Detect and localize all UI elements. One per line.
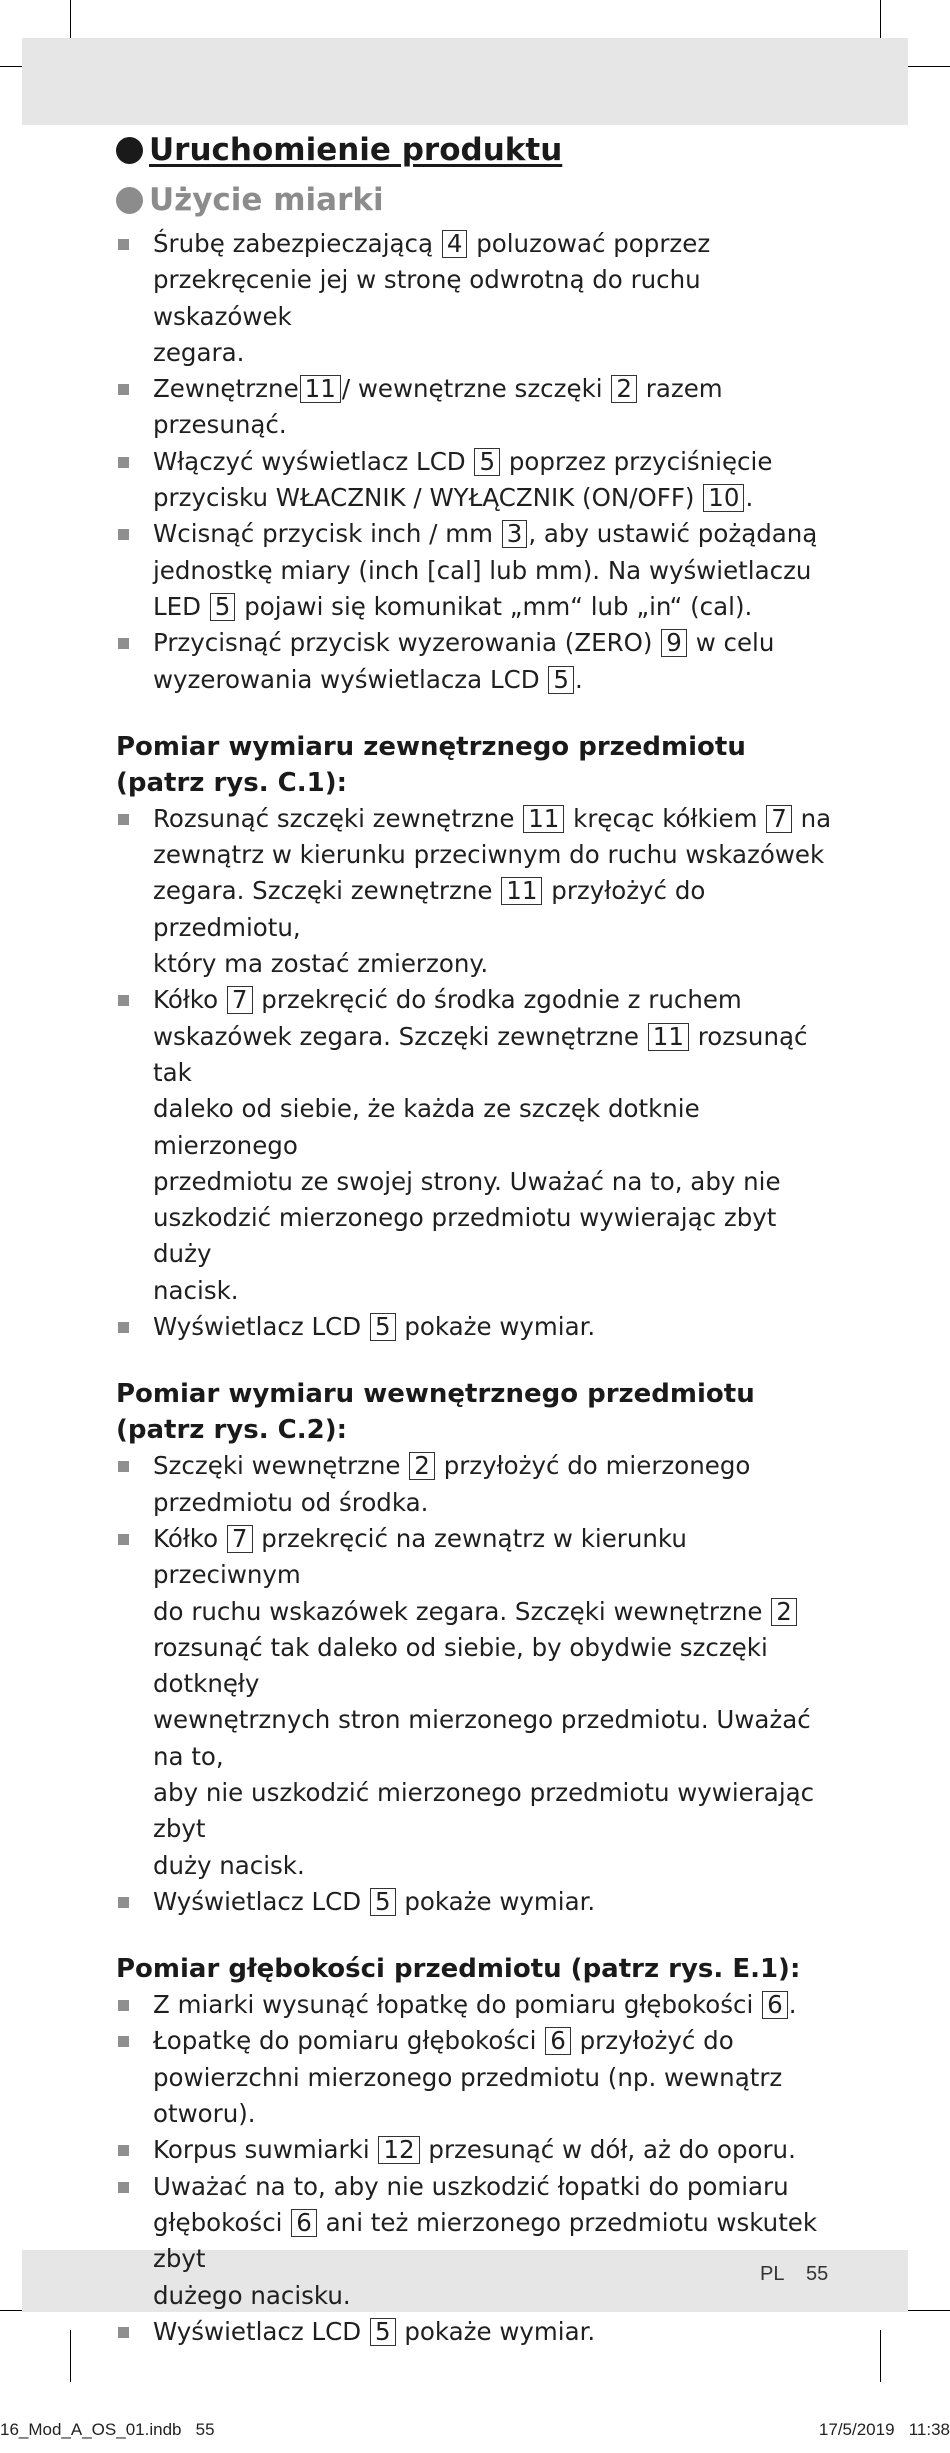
part-number: 5 — [210, 593, 236, 621]
external-list — [116, 801, 836, 1345]
list-item: Zewnętrzne 11 / wewnętrzne szczęki 2 razem przesunąć. — [116, 371, 836, 444]
part-number: 6 — [545, 2027, 571, 2055]
part-number: 7 — [227, 1525, 253, 1553]
list-item: Wyświetlacz LCD 5 pokaże wymiar. — [116, 1884, 836, 1920]
list-item: Rozsunąć szczęki zewnętrzne 11 kręcąc kółkiem 7 na zewnątrz w kierunku przeciwnym do ruchu wskazówek zegara. Szczęki zewnętrzne 11 przyłożyć do przedmiotu, który ma zostać zmierzony. — [116, 801, 836, 982]
part-number: 11 — [300, 375, 341, 403]
part-number: 9 — [661, 629, 687, 657]
part-number: 5 — [370, 1888, 396, 1916]
main-heading-text: Uruchomienie produktu — [149, 132, 563, 168]
part-number: 2 — [409, 1452, 435, 1480]
list-item: Włączyć wyświetlacz LCD 5 poprzez przyciśnięcie przycisku WŁACZNIK / WYŁĄCZNIK (ON/OFF) 10 . — [116, 444, 836, 517]
print-slug-datetime: 17/5/2019 11:38 — [818, 2420, 950, 2439]
list-item: Korpus suwmiarki 12 przesunąć w dół, aż do oporu. — [116, 2132, 836, 2168]
part-number: 6 — [291, 2209, 317, 2237]
part-number: 7 — [766, 805, 792, 833]
list-item: Łopatkę do pomiaru głębokości 6 przyłożyć do powierzchni mierzonego przedmiotu (np. wewnątrz otworu). — [116, 2023, 836, 2132]
header-band — [22, 38, 908, 125]
list-item: Uważać na to, aby nie uszkodzić łopatki do pomiaru głębokości 6 ani też mierzonego przedmiotu wskutek zbyt dużego nacisku. — [116, 2169, 836, 2314]
page-content — [116, 130, 836, 2350]
part-number: 3 — [502, 520, 528, 548]
usage-list — [116, 226, 836, 698]
list-item: Wyświetlacz LCD 5 pokaże wymiar. — [116, 2314, 836, 2350]
circle-bullet-icon — [116, 137, 143, 164]
sub-heading — [116, 180, 836, 220]
print-slug-file: 16_Mod_A_OS_01.indb 55 — [0, 2420, 215, 2439]
list-item: Kółko 7 przekręcić na zewnątrz w kierunku przeciwnym do ruchu wskazówek zegara. Szczęki wewnętrzne 2 rozsunąć tak daleko od siebie, by obydwie szczęki dotknęły wewnętrznych stron mierzonego przedmiotu. Uważać na to, aby nie uszkodzić mierzonego przedmiotu wywierając zbyt duży nacisk. — [116, 1521, 836, 1884]
part-number: 5 — [370, 2318, 396, 2346]
part-number: 10 — [703, 484, 744, 512]
list-item: Kółko 7 przekręcić do środka zgodnie z ruchem wskazówek zegara. Szczęki zewnętrzne 11 rozsunąć tak daleko od siebie, że każda ze szczęk dotknie mierzonego przedmiotu ze swojej strony. Uważać na to, aby nie uszkodzić mierzonego przedmiotu wywierając zbyt duży nacisk. — [116, 982, 836, 1309]
list-item: Wcisnąć przycisk inch / mm 3 , aby ustawić pożądaną jednostkę miary (inch [cal] lub mm). Na wyświetlaczu LED 5 pojawi się komunikat „mm“ lub „in“ (cal). — [116, 516, 836, 625]
list-item: Śrubę zabezpieczającą 4 poluzować poprzez przekręcenie jej w stronę odwrotną do ruchu wskazówek zegara. — [116, 226, 836, 371]
internal-list — [116, 1448, 836, 1920]
crop-mark — [70, 2330, 71, 2382]
circle-bullet-icon — [116, 187, 143, 214]
part-number: 5 — [474, 448, 500, 476]
part-number: 4 — [442, 230, 468, 258]
section-external — [116, 729, 836, 1345]
part-number: 11 — [501, 877, 542, 905]
main-heading — [116, 130, 836, 170]
sub-heading-text: Użycie miarki — [149, 182, 384, 218]
part-number: 6 — [762, 1991, 788, 2019]
part-number: 2 — [611, 375, 637, 403]
depth-list — [116, 1987, 836, 2350]
part-number: 5 — [548, 666, 574, 694]
section-title: Pomiar wymiaru zewnętrznego przedmiotu (patrz rys. C.1): — [116, 731, 746, 798]
section-title: Pomiar wymiaru wewnętrznego przedmiotu (patrz rys. C.2): — [116, 1379, 755, 1446]
part-number: 11 — [648, 1023, 689, 1051]
list-item: Wyświetlacz LCD 5 pokaże wymiar. — [116, 1309, 836, 1345]
part-number: 7 — [227, 986, 253, 1014]
part-number: 5 — [370, 1313, 396, 1341]
part-number: 11 — [523, 805, 564, 833]
crop-mark — [880, 2330, 881, 2382]
section-internal — [116, 1376, 836, 1920]
part-number: 2 — [771, 1598, 797, 1626]
page-number: 55 — [806, 2263, 829, 2285]
section-depth — [116, 1951, 836, 2350]
list-item: Z miarki wysunąć łopatkę do pomiaru głębokości 6 . — [116, 1987, 836, 2023]
footer-language: PL — [760, 2263, 785, 2285]
part-number: 12 — [378, 2136, 419, 2164]
list-item: Szczęki wewnętrzne 2 przyłożyć do mierzonego przedmiotu od środka. — [116, 1448, 836, 1521]
section-title: Pomiar głębokości przedmiotu (patrz rys. E.1): — [116, 1954, 801, 1985]
list-item: Przycisnąć przycisk wyzerowania (ZERO) 9 w celu wyzerowania wyświetlacza LCD 5 . — [116, 625, 836, 698]
